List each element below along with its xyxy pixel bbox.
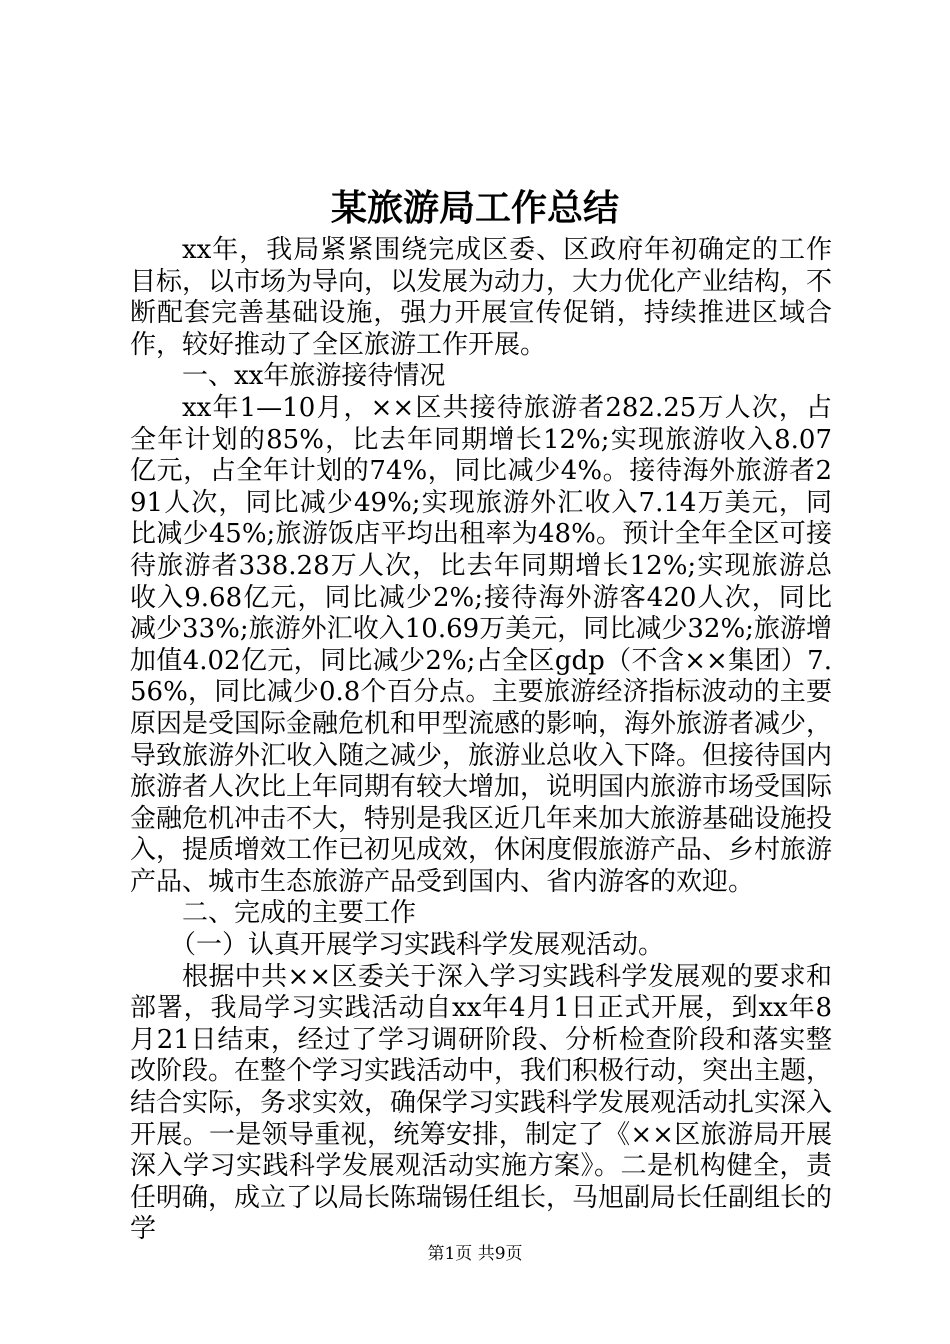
intro-paragraph: xx年，我局紧紧围绕完成区委、区政府年初确定的工作目标，以市场为导向，以发展为动力，大力优化产业结构，不断配套完善基础设施，强力开展宣传促销，持续推进区域合作，较好推动了全区旅游工作开展。	[130, 235, 833, 360]
page-footer: 第1页 共9页	[427, 1244, 523, 1264]
section-heading-main-work: 二、完成的主要工作	[182, 898, 417, 929]
study-paragraph: 根据中共××区委关于深入学习实践科学发展观的要求和部署，我局学习实践活动自xx年4月1日正式开展，到xx年8月21日结束，经过了学习调研阶段、分析检查阶段和落实整改阶段。在整个学习实践活动中，我们积极行动，突出主题，结合实际，务求实效，确保学习实践科学发展观活动扎实深入开展。一是领导重视，统筹安排，制定了《××区旅游局开展深入学习实践科学发展观活动实施方案》。二是机构健全，责任明确，成立了以局长陈瑞锡任组长，马旭副局长任副组长的学	[130, 961, 833, 1245]
subsection-heading-study: （一）认真开展学习实践科学发展观活动。	[170, 930, 665, 961]
document-body	[130, 235, 832, 1246]
document-title: 某旅游局工作总结	[330, 187, 619, 229]
reception-paragraph: xx年1—10月，××区共接待旅游者282.25万人次，占全年计划的85%，比去年同期增长12%;实现旅游收入8.07亿元，占全年计划的74%，同比减少4%。接待海外旅游者291人次，同比减少49%;实现旅游外汇收入7.14万美元，同比减少45%;旅游饭店平均出租率为48%。预计全年全区可接待旅游者338.28万人次，比去年同期增长12%;实现旅游总收入9.68亿元，同比减少2%;接待海外游客420人次，同比减少33%;旅游外汇收入10.69万美元，同比减少32%;旅游增加值4.02亿元，同比减少2%;占全区gdp（不含××集团）7.56%，同比减少0.8个百分点。主要旅游经济指标波动的主要原因是受国际金融危机和甲型流感的影响，海外旅游者减少，导致旅游外汇收入随之减少，旅游业总收入下降。但接待国内旅游者人次比上年同期有较大增加，说明国内旅游市场受国际金融危机冲击不大，特别是我区近几年来加大旅游基础设施投入，提质增效工作已初见成效，休闲度假旅游产品、乡村旅游产品、城市生态旅游产品受到国内、省内游客的欢迎。	[130, 392, 833, 897]
section-heading-reception: 一、xx年旅游接待情况	[182, 361, 446, 392]
